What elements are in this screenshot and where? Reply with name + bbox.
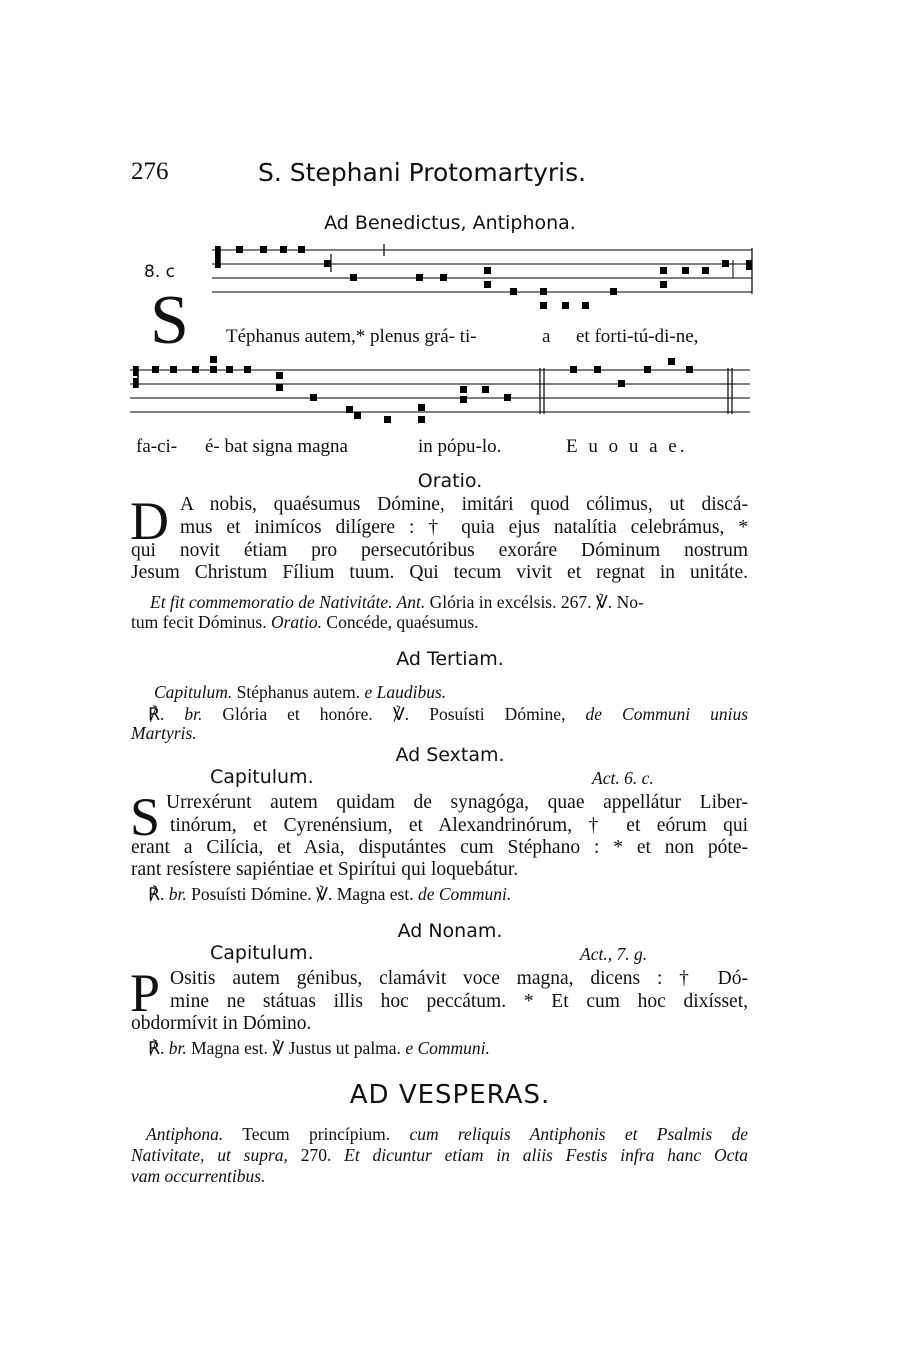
vespers-line-1: Antiphona. Tecum princípium. cum reliquis Antiphonis et Psalmis de [146,1124,749,1144]
tertia-heading: Ad Tertiam. [396,648,504,670]
sexta-responsory: ℟. br. Posuísti Dómine. ℣. Magna est. de Communi. [148,884,512,904]
neumes-line-2 [152,356,732,423]
sexta-line-3: erant a Cilícia, et Asia, disputántes cum Stéphano : * et non póte- [131,837,748,858]
nona-reference: Act., 7. g. [580,944,648,964]
chant-staff-1 [212,244,754,314]
nona-heading: Ad Nonam. [397,920,503,942]
sexta-capitulum-label: Capitulum. [210,766,314,788]
sexta-line-1: Urrexérunt autem quidam de synagóga, quae appellátur Liber- [166,792,748,813]
tertia-responsory: ℟. br. Glória et honóre. ℣. Posuísti Dómine, de Communi unius [148,704,749,724]
oratio-line-1: A nobis, quaésumus Dómine, imitári quod cólimus, ut discá- [180,494,748,515]
sexta-dropcap: S [130,787,161,847]
tertia-capitulum: Capitulum. Stéphanus autem. e Laudibus. [154,682,447,702]
euouae: E u o u a e. [566,436,688,457]
nona-dropcap: P [130,963,161,1023]
vespers-line-3: vam occurrentibus. [131,1166,266,1186]
nona-line-2: mine ne státuas illis hoc peccátum. * Et cum hoc dixísset, [170,991,748,1012]
commemoratio-line-1: Et fit commemoratio de Nativitáte. Ant. Glória in excélsis. 267. ℣. No- [150,592,644,612]
nona-line-1: Ositis autem génibus, clamávit voce magna, dicens : † Dó- [170,968,748,989]
running-title: S. Stephani Protomartyris. [258,158,587,187]
antiphon-heading: Ad Benedictus, Antiphona. [324,212,576,234]
sexta-heading: Ad Sextam. [395,744,505,766]
page-number: 276 [131,158,169,185]
oratio-dropcap: D [130,491,169,551]
mode-label: 8. c [144,262,175,282]
oratio-heading: Oratio. [417,470,483,492]
lyric-line-1a: Téphanus autem,* plenus grá- ti- [226,326,477,347]
lyric-line-2a: fa-ci- [136,436,178,457]
oratio-line-4: Jesum Christum Fílium tuum. Qui tecum vivit et regnat in unitáte. [131,562,748,583]
sexta-reference: Act. 6. c. [592,768,654,788]
antiphon-initial: S [150,282,189,359]
lyric-line-2b: é- bat signa magna [205,436,348,457]
tertia-martyris: Martyris. [131,723,197,743]
lyric-line-2c: in pópu-lo. [418,436,502,457]
oratio-line-2: mus et inimícos dilígere : † quia ejus natalítia celebrámus, * [180,517,748,538]
nona-capitulum-label: Capitulum. [210,942,314,964]
sexta-line-4: rant resístere sapiéntiae et Spirítui qui loquebátur. [131,859,519,880]
nona-line-3: obdormívit in Dómino. [131,1013,312,1034]
sexta-line-2: tinórum, et Cyrenénsium, et Alexandrinórum, † et eórum qui [170,815,748,836]
vespers-line-2: Nativitate, ut supra, 270. Et dicuntur etiam in aliis Festis infra hanc Octa [131,1145,748,1165]
nona-responsory: ℟. br. Magna est. ℣ Justus ut palma. e Communi. [148,1038,490,1058]
commemoratio-line-2: tum fecit Dóminus. Oratio. Concéde, quaésumus. [131,612,479,632]
vespers-heading: AD VESPERAS. [349,1080,551,1110]
chant-staff-2 [130,356,754,428]
lyric-line-1b: a [542,326,551,347]
oratio-line-3: qui novit étiam pro persecutóribus exoráre Dóminum nostrum [131,540,748,561]
neumes-line-1 [236,244,752,309]
lyric-line-1c: et forti-tú-di-ne, [576,326,699,347]
